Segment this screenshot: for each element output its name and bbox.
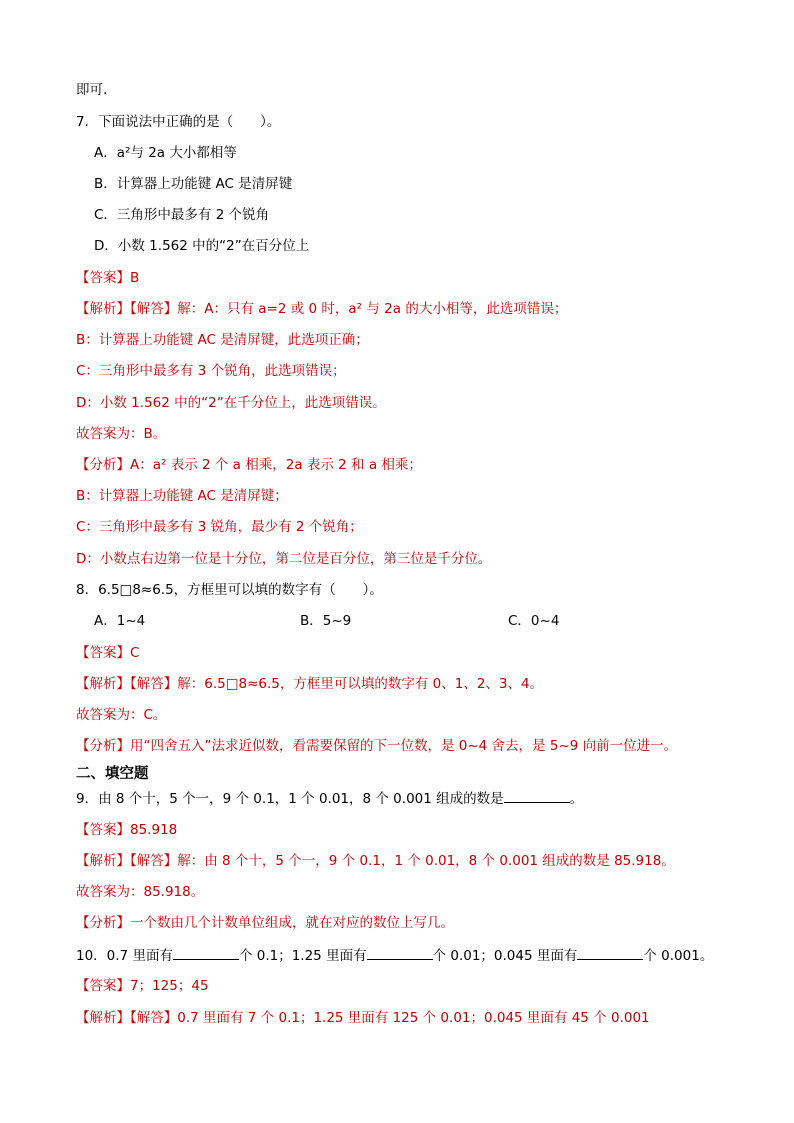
q8-final-answer: 故答案为：C。	[76, 707, 167, 723]
continuation-text: 即可.	[76, 82, 108, 98]
q7-option-c: C．三角形中最多有 2 个锐角	[94, 207, 270, 223]
q7-option-d: D．小数 1.562 中的“2”在百分位上	[94, 238, 310, 254]
answer-value: 7；125；45	[130, 978, 209, 994]
answer-blank[interactable]	[577, 945, 643, 960]
reasoning-text: 用“四舍五入”法求近似数，看需要保留的下一位数，是 0~4 舍去，是 5~9 向前一位进一。	[130, 738, 678, 754]
q9-final-answer: 故答案为：85.918。	[76, 884, 205, 900]
q9-answer	[76, 820, 177, 840]
answer-value: 85.918	[130, 822, 178, 838]
q7-reasoning-c: C：三角形中最多有 3 锐角，最少有 2 个锐角；	[76, 519, 363, 535]
answer-tag: 【答案】	[76, 270, 130, 286]
answer-blank[interactable]	[173, 945, 239, 960]
analysis-tag: 【解析】【解答】	[76, 1010, 178, 1026]
question-10	[76, 945, 713, 966]
answer-tag: 【答案】	[76, 978, 130, 994]
analysis-text: 0.7 里面有 7 个 0.1；1.25 里面有 125 个 0.01；0.045 里面有 45 个 0.001	[177, 1010, 650, 1026]
q10-text-2: 个 0.1；1.25 里面有	[238, 948, 367, 964]
analysis-tag: 【解析】【解答】	[76, 853, 178, 869]
q7-analysis-c: C：三角形中最多有 3 个锐角，此选项错误；	[76, 363, 346, 379]
question-8: 8．6.5□8≈6.5，方框里可以填的数字有（ ）。	[76, 582, 383, 598]
analysis-text: 解：A：只有 a=2 或 0 时，a² 与 2a 的大小相等，此选项错误；	[177, 301, 568, 317]
q9-analysis	[76, 851, 675, 871]
q10-answer	[76, 976, 209, 996]
answer-value: C	[130, 645, 140, 661]
answer-tag: 【答案】	[76, 822, 130, 838]
q7-option-a: A．a²与 2a 大小都相等	[94, 145, 237, 161]
answer-blank[interactable]	[367, 945, 433, 960]
section-heading: 二、填空题	[76, 766, 149, 782]
q7-analysis-b: B：计算器上功能键 AC 是清屏键，此选项正确；	[76, 332, 369, 348]
q7-analysis	[76, 299, 567, 319]
q10-text-4: 个 0.001。	[643, 948, 714, 964]
reasoning-text: 一个数由几个计数单位组成，就在对应的数位上写几。	[130, 915, 454, 931]
analysis-tag: 【解析】【解答】	[76, 301, 178, 317]
q7-option-b: B．计算器上功能键 AC 是清屏键	[94, 176, 293, 192]
q10-text-3: 个 0.01；0.045 里面有	[432, 948, 578, 964]
q7-final-answer: 故答案为：B。	[76, 426, 167, 442]
q8-option-b: B．5~9	[300, 613, 352, 629]
q7-reasoning	[76, 455, 422, 475]
analysis-text: 解：由 8 个十，5 个一，9 个 0.1，1 个 0.01，8 个 0.001 组成的数是 85.918。	[177, 853, 675, 869]
q8-reasoning	[76, 736, 677, 756]
q10-analysis	[76, 1008, 650, 1028]
reasoning-tag: 【分析】	[76, 915, 130, 931]
analysis-tag: 【解析】【解答】	[76, 676, 178, 692]
q8-answer	[76, 643, 139, 663]
q8-analysis	[76, 674, 543, 694]
q9-reasoning	[76, 913, 454, 933]
answer-blank[interactable]	[504, 788, 570, 803]
q9-end: 。	[569, 791, 584, 807]
question-9	[76, 788, 583, 809]
q7-reasoning-d: D：小数点右边第一位是十分位，第二位是百分位，第三位是千分位。	[76, 551, 492, 567]
answer-value: B	[130, 270, 140, 286]
analysis-text: 解：6.5□8≈6.5，方框里可以填的数字有 0、1、2、3、4。	[177, 676, 544, 692]
q7-answer	[76, 268, 139, 288]
q7-reasoning-b: B：计算器上功能键 AC 是清屏键；	[76, 488, 288, 504]
q8-option-c: C．0~4	[508, 613, 560, 629]
reasoning-text: A：a² 表示 2 个 a 相乘，2a 表示 2 和 a 相乘；	[130, 457, 422, 473]
q9-text: 9．由 8 个十，5 个一，9 个 0.1，1 个 0.01，8 个 0.001 组成的数是	[76, 791, 504, 807]
q10-text-1: 10．0.7 里面有	[76, 948, 173, 964]
reasoning-tag: 【分析】	[76, 457, 130, 473]
q8-option-a: A．1~4	[94, 613, 146, 629]
question-7: 7．下面说法中正确的是（ ）。	[76, 114, 281, 130]
reasoning-tag: 【分析】	[76, 738, 130, 754]
q7-analysis-d: D：小数 1.562 中的“2”在千分位上，此选项错误。	[76, 395, 386, 411]
answer-tag: 【答案】	[76, 645, 130, 661]
